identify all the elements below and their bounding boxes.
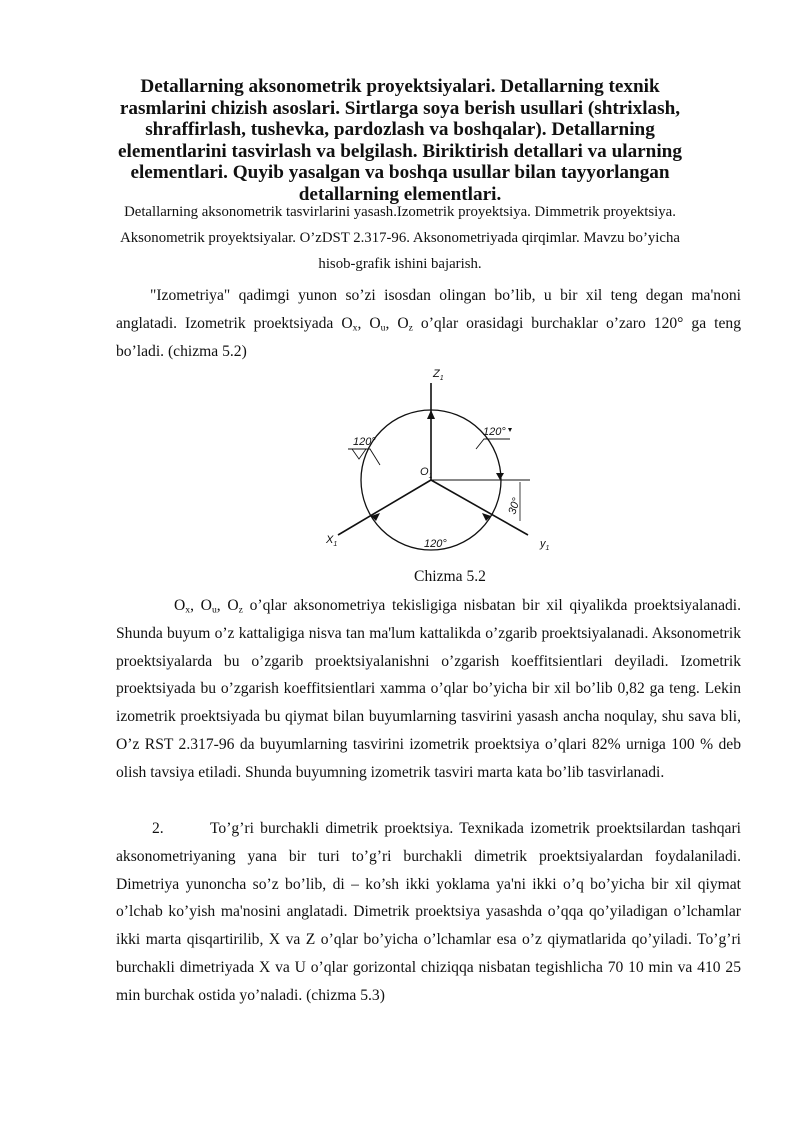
- figure-caption: Chizma 5.2: [414, 568, 486, 585]
- paragraph-axes-coefficients: [116, 592, 741, 787]
- subscript-x: x: [185, 604, 191, 616]
- x-axis-line: [338, 480, 431, 535]
- separator: , O: [357, 314, 381, 332]
- arrow-head-icon: [496, 473, 504, 480]
- document-subtitle: Detallarning aksonometrik tasvirlarini yasash.Izometrik proyektsiya. Dimmetrik proyektsiya. Aksonometrik proyektsiyalar. O’zDST 2.317-96. Aksonometriyada qirqimlar. Mavzu bo’yicha hisob-grafik ishini bajarish.: [120, 204, 680, 272]
- angle-marker-triangle: [508, 428, 512, 432]
- paragraph-dimetric: [116, 815, 741, 1010]
- angle-marker-triangle: [352, 449, 366, 459]
- angle-label-30: 30°: [506, 496, 523, 516]
- axis-label-origin: $O_1$: [420, 466, 433, 480]
- list-number: 2.: [152, 820, 164, 837]
- subscript-u: u: [211, 604, 217, 616]
- arrow-head-icon: [482, 513, 491, 521]
- angle-label-top-left: 120°: [353, 436, 376, 448]
- isometric-axes-diagram: [320, 363, 560, 563]
- subscript-z: z: [238, 604, 243, 616]
- axis-label-y: $y_1$: [540, 538, 550, 552]
- angle-label-top-right: 120°: [483, 426, 506, 438]
- paragraph-text: o’qlar aksonometriya tekisligiga nisbatan bir xil qiyalikda proektsiyalanadi. Shunda buyum o’z kattaligiga nisva tan ma'lum kattalikda o’zgarib proektsiyalanadi. Aksonometrik proektsiyalarda bu o’zgarib proektsiyalanishni o’zgarish koeffitsientlari deyiladi. Izometrik proektsiyada bu o’zgarish koeffitsientlari xamma o’qlar bo’yicha bir xil bo’lib 0,82 ga teng. Lekin izometrik proektsiyada bu qiymat bilan buyumlarning tasvirini yasash ancha noqulay, shu sava bli, O’z RST 2.317-96 da buyumlarning tasvirini izometrik proektsiya o’qlari 82% urniga 100 % deb olish tavsiya etiladi. Shunda buyumning izometrik tasviri marta kata bo’lib tasvirlanadi.: [116, 597, 742, 781]
- paragraph-text: "Izometriya" qadimgi yunon so’zi isosdan olingan bo’lib, u bir xil teng degan ma'noni anglatadi. Izometrik proektsiyada O: [116, 287, 741, 332]
- separator: , O: [216, 597, 239, 614]
- angle-label-bottom: 120°: [424, 538, 447, 550]
- separator: , O: [385, 314, 409, 332]
- paragraph-text: To’g’ri burchakli dimetrik proektsiya. Texnikada izometrik proektsilardan tashqari aksonometriyaning yana bir turi to’g’ri burchakli dimetrik proektsiyalardan foydalaniladi. Dimetriya yunoncha so’z bo’lib, di – ko’sh ikki yoklama ya'ni ikki o’q bo’yicha bir xil qiymat o’lchab ko’yish ma'nosini anglatadi. Dimetrik proektsiya yasashda o’qqa qo’yiladigan o’lchamlar ikki marta qisqartirilib, X va Z o’qlar bo’yicha o’lchamlar esa o’z qiymatlarida qo’yiladi. To’g’ri burchakli dimetriyada X va U o’qlar gorizontal chiziqqa nisbatan tegishlicha 70 10 min va 410 25 min burchak ostida yo’naladi. (chizma 5.3): [116, 820, 741, 1004]
- subscript-x: x: [352, 322, 358, 334]
- separator: , O: [190, 597, 212, 614]
- arrow-head-icon: [427, 410, 435, 419]
- axis-label-x: $X_1$: [326, 534, 338, 548]
- paragraph-izometriya: [116, 282, 741, 365]
- document-title: Detallarning aksonometrik proyektsiyalari. Detallarning texnik rasmlarini chizish asoslari. Sirtlarga soya berish usullari (shtrixlash, shraffirlash, tushevka, pardozlash va boshqalar). Detallarning elementlarini tasvirlash va belgilash. Biriktirish detallari va ularning elementlari. Quyib yasalgan va boshqa usullar bilan tayyorlangan detallarning elementlari.: [118, 76, 682, 205]
- paragraph-text: o’qlar orasidagi burchaklar o’zaro 120° ga teng bo’ladi. (chizma 5.2): [116, 314, 741, 360]
- subscript-z: z: [408, 322, 413, 334]
- subscript-u: u: [380, 322, 386, 334]
- axis-label-z: $Z_1$: [433, 368, 444, 382]
- paragraph-text: O: [174, 597, 186, 614]
